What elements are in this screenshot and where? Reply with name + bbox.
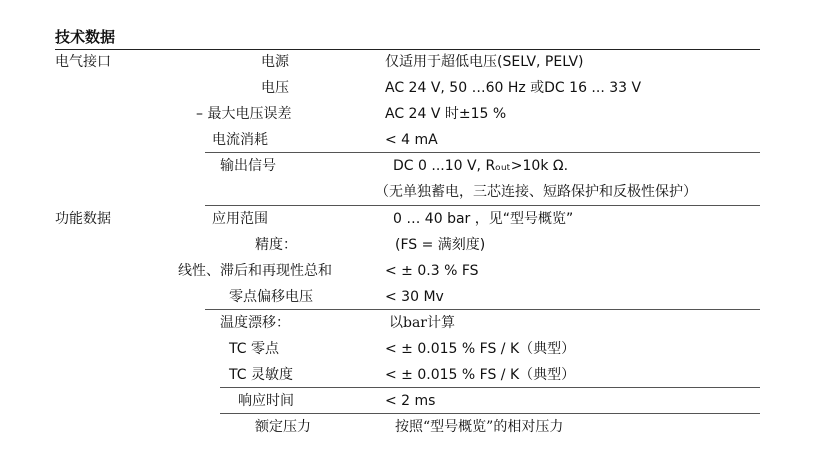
value-current-consumption: < 4 mA [385, 132, 438, 148]
value-linearity-sum: < ± 0.3 % FS [385, 263, 479, 279]
value-response-time: < 2 ms [385, 393, 436, 409]
value-tc-zero: < ± 0.015 % FS / K（典型） [385, 341, 576, 357]
section-electrical-interface: 电气接口 [55, 54, 111, 70]
label-zero-offset: 零点偏移电压 [229, 289, 313, 305]
label-application-range: 应用范围 [212, 211, 268, 227]
label-voltage: 电压 [261, 80, 289, 96]
value-application-range: 0 … 40 bar ，见“型号概览” [393, 211, 574, 227]
row-divider [205, 152, 760, 153]
label-response-time: 响应时间 [238, 393, 294, 409]
label-tc-sensitivity: TC 灵敏度 [229, 367, 293, 383]
label-output-signal: 输出信号 [220, 158, 276, 174]
label-max-voltage-error: – 最大电压误差 [196, 106, 292, 122]
value-rated-pressure: 按照“型号概览”的相对压力 [395, 419, 564, 435]
page-title: 技术数据 [55, 28, 116, 46]
value-voltage: AC 24 V, 50 …60 Hz 或DC 16 ... 33 V [385, 80, 642, 96]
row-divider [205, 205, 760, 206]
label-linearity-sum: 线性、滞后和再现性总和 [178, 263, 332, 279]
value-output-note: （无单独蓄电，三芯连接、短路保护和反极性保护） [375, 184, 697, 200]
row-divider [220, 413, 760, 414]
value-output-signal: DC 0 ...10 V, Rₒᵤₜ>10k Ω. [393, 158, 569, 174]
label-rated-pressure: 额定压力 [255, 419, 311, 435]
value-zero-offset: < 30 Mv [385, 289, 444, 305]
label-temperature-drift: 温度漂移： [220, 315, 290, 331]
label-tc-zero: TC 零点 [229, 341, 279, 357]
label-current-consumption: 电流消耗 [212, 132, 268, 148]
row-divider [205, 309, 760, 310]
value-max-voltage-error: AC 24 V 时±15 % [385, 106, 507, 122]
row-divider [220, 387, 760, 388]
label-accuracy: 精度： [255, 237, 297, 253]
label-power-supply: 电源 [261, 54, 289, 70]
section-functional-data: 功能数据 [55, 211, 111, 227]
value-accuracy: (FS = 满刻度) [395, 237, 486, 253]
value-power-supply: 仅适用于超低电压(SELV, PELV) [385, 54, 584, 70]
value-temperature-drift: 以bar计算 [389, 315, 456, 331]
title-underline [55, 49, 760, 50]
value-tc-sensitivity: < ± 0.015 % FS / K（典型） [385, 367, 576, 383]
